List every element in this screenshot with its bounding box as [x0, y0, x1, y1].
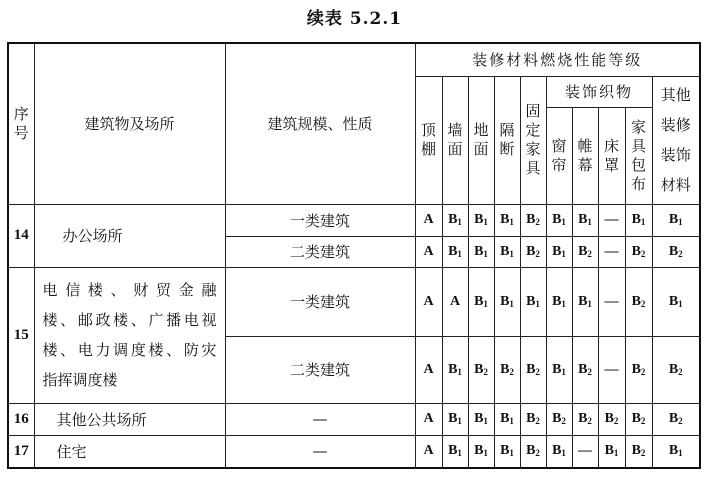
- header-col-bedcover-text: 床 罩: [603, 136, 619, 174]
- grade-cell: $B_2$: [572, 403, 598, 435]
- grade-cell: $B_1$: [625, 204, 652, 236]
- row-scale: 一类建筑: [225, 267, 415, 336]
- grade-cell: $B_1$: [468, 267, 494, 336]
- table-row: [8, 204, 700, 236]
- row-place: 办公场所: [34, 204, 225, 267]
- grade-cell: $B_1$: [494, 204, 520, 236]
- header-textiles: 装饰织物: [546, 76, 652, 107]
- grade-cell: $B_2$: [520, 204, 546, 236]
- grade-cell: $B_2$: [625, 336, 652, 403]
- table-row: [8, 403, 700, 435]
- header-place: 建筑物及场所: [34, 43, 225, 204]
- header-col-partition: [494, 76, 520, 204]
- grade-cell: $B_1$: [442, 403, 468, 435]
- header-col-fixed-furniture-text: 固 定 家 具: [525, 102, 541, 177]
- grade-cell: $B_1$: [468, 435, 494, 468]
- row-place-line: 电信楼、财贸金融: [42, 281, 217, 299]
- grade-cell: $B_2$: [520, 435, 546, 468]
- table-title: 续表 5.2.1: [306, 9, 403, 29]
- header-col-wall: [442, 76, 468, 204]
- grade-cell: $B_2$: [652, 336, 700, 403]
- grade-cell: $B_1$: [494, 403, 520, 435]
- header-col-curtain: [546, 107, 572, 204]
- row-place: 住宅: [34, 435, 225, 468]
- grade-cell: A: [415, 204, 442, 236]
- row-number: 16: [8, 403, 34, 435]
- row-place: [34, 267, 225, 403]
- header-col-wall-text: 墙 面: [447, 121, 463, 158]
- header-col-fixed-furniture: [520, 76, 546, 204]
- grade-cell: $B_2$: [625, 236, 652, 267]
- header-col-ceiling-text: 顶 棚: [420, 121, 436, 158]
- grade-cell: A: [415, 267, 442, 336]
- header-scale: 建筑规模、性质: [225, 43, 415, 204]
- grade-cell: $B_2$: [625, 267, 652, 336]
- fire-rating-table: [7, 42, 701, 469]
- grade-cell: —: [598, 204, 625, 236]
- grade-cell: $B_1$: [598, 435, 625, 468]
- header-col-floor: [468, 76, 494, 204]
- grade-cell: $B_2$: [598, 403, 625, 435]
- row-number: 14: [8, 204, 34, 267]
- header-col-curtain-text: 窗 帘: [551, 136, 567, 174]
- grade-cell: $B_1$: [546, 336, 572, 403]
- grade-cell: $B_2$: [494, 336, 520, 403]
- grade-cell: $B_2$: [572, 236, 598, 267]
- grade-cell: $B_2$: [520, 336, 546, 403]
- row-scale: 二类建筑: [225, 336, 415, 403]
- header-col-drape-text: 帷 幕: [577, 136, 593, 174]
- row-number: 15: [8, 267, 34, 403]
- grade-cell: $B_1$: [546, 204, 572, 236]
- grade-cell: A: [415, 236, 442, 267]
- grade-cell: $B_1$: [468, 403, 494, 435]
- grade-cell: $B_1$: [652, 267, 700, 336]
- grade-cell: $B_2$: [652, 236, 700, 267]
- grade-cell: $B_2$: [468, 336, 494, 403]
- header-col-other: [652, 76, 700, 204]
- grade-cell: —: [572, 435, 598, 468]
- grade-cell: $B_1$: [546, 435, 572, 468]
- header-col-bedcover: [598, 107, 625, 204]
- grade-cell: $B_1$: [572, 267, 598, 336]
- header-col-upholstery: [625, 107, 652, 204]
- header-col-partition-text: 隔 断: [499, 121, 515, 158]
- grade-cell: $B_1$: [442, 204, 468, 236]
- grade-cell: $B_1$: [652, 435, 700, 468]
- grade-cell: A: [415, 435, 442, 468]
- grade-cell: $B_1$: [546, 236, 572, 267]
- grade-cell: A: [415, 403, 442, 435]
- grade-cell: $B_2$: [625, 435, 652, 468]
- header-seq-text: 序 号: [13, 104, 29, 142]
- row-place: 其他公共场所: [34, 403, 225, 435]
- grade-cell: $B_2$: [546, 403, 572, 435]
- grade-cell: —: [598, 267, 625, 336]
- grade-cell: $B_1$: [546, 267, 572, 336]
- row-place-line: 楼、邮政楼、广播电视: [42, 311, 217, 329]
- header-col-ceiling: [415, 76, 442, 204]
- grade-cell: —: [598, 336, 625, 403]
- grade-cell: $B_1$: [494, 236, 520, 267]
- table-row: [8, 267, 700, 336]
- grade-cell: $B_1$: [520, 267, 546, 336]
- header-col-drape: [572, 107, 598, 204]
- row-number: 17: [8, 435, 34, 468]
- row-scale: 二类建筑: [225, 236, 415, 267]
- grade-cell: $B_2$: [572, 336, 598, 403]
- row-place-line: 楼、电力调度楼、防灾: [42, 341, 217, 359]
- row-place-line: 指挥调度楼: [42, 371, 118, 389]
- grade-cell: $B_1$: [442, 236, 468, 267]
- grade-cell: $B_1$: [572, 204, 598, 236]
- grade-cell: $B_2$: [520, 236, 546, 267]
- grade-cell: $B_1$: [442, 336, 468, 403]
- header-col-upholstery-text: 家 具 包 布: [630, 117, 646, 193]
- grade-cell: $B_2$: [652, 403, 700, 435]
- grade-cell: $B_1$: [494, 267, 520, 336]
- header-col-floor-text: 地 面: [473, 121, 489, 158]
- grade-cell: A: [415, 336, 442, 403]
- header-seq: [8, 43, 34, 204]
- grade-cell: $B_1$: [494, 435, 520, 468]
- grade-cell: $B_1$: [652, 204, 700, 236]
- grade-cell: $B_1$: [468, 204, 494, 236]
- grade-cell: —: [598, 236, 625, 267]
- grade-cell: $B_1$: [468, 236, 494, 267]
- row-scale: —: [225, 403, 415, 435]
- grade-cell: $B_2$: [625, 403, 652, 435]
- row-scale: —: [225, 435, 415, 468]
- grade-cell: $B_1$: [442, 435, 468, 468]
- header-group: 装修材料燃烧性能等级: [415, 43, 700, 76]
- header-col-other-text: 其他 装修 装饰 材料: [660, 86, 691, 194]
- table-row: [8, 435, 700, 468]
- grade-cell: $B_2$: [520, 403, 546, 435]
- grade-cell: A: [442, 267, 468, 336]
- row-scale: 一类建筑: [225, 204, 415, 236]
